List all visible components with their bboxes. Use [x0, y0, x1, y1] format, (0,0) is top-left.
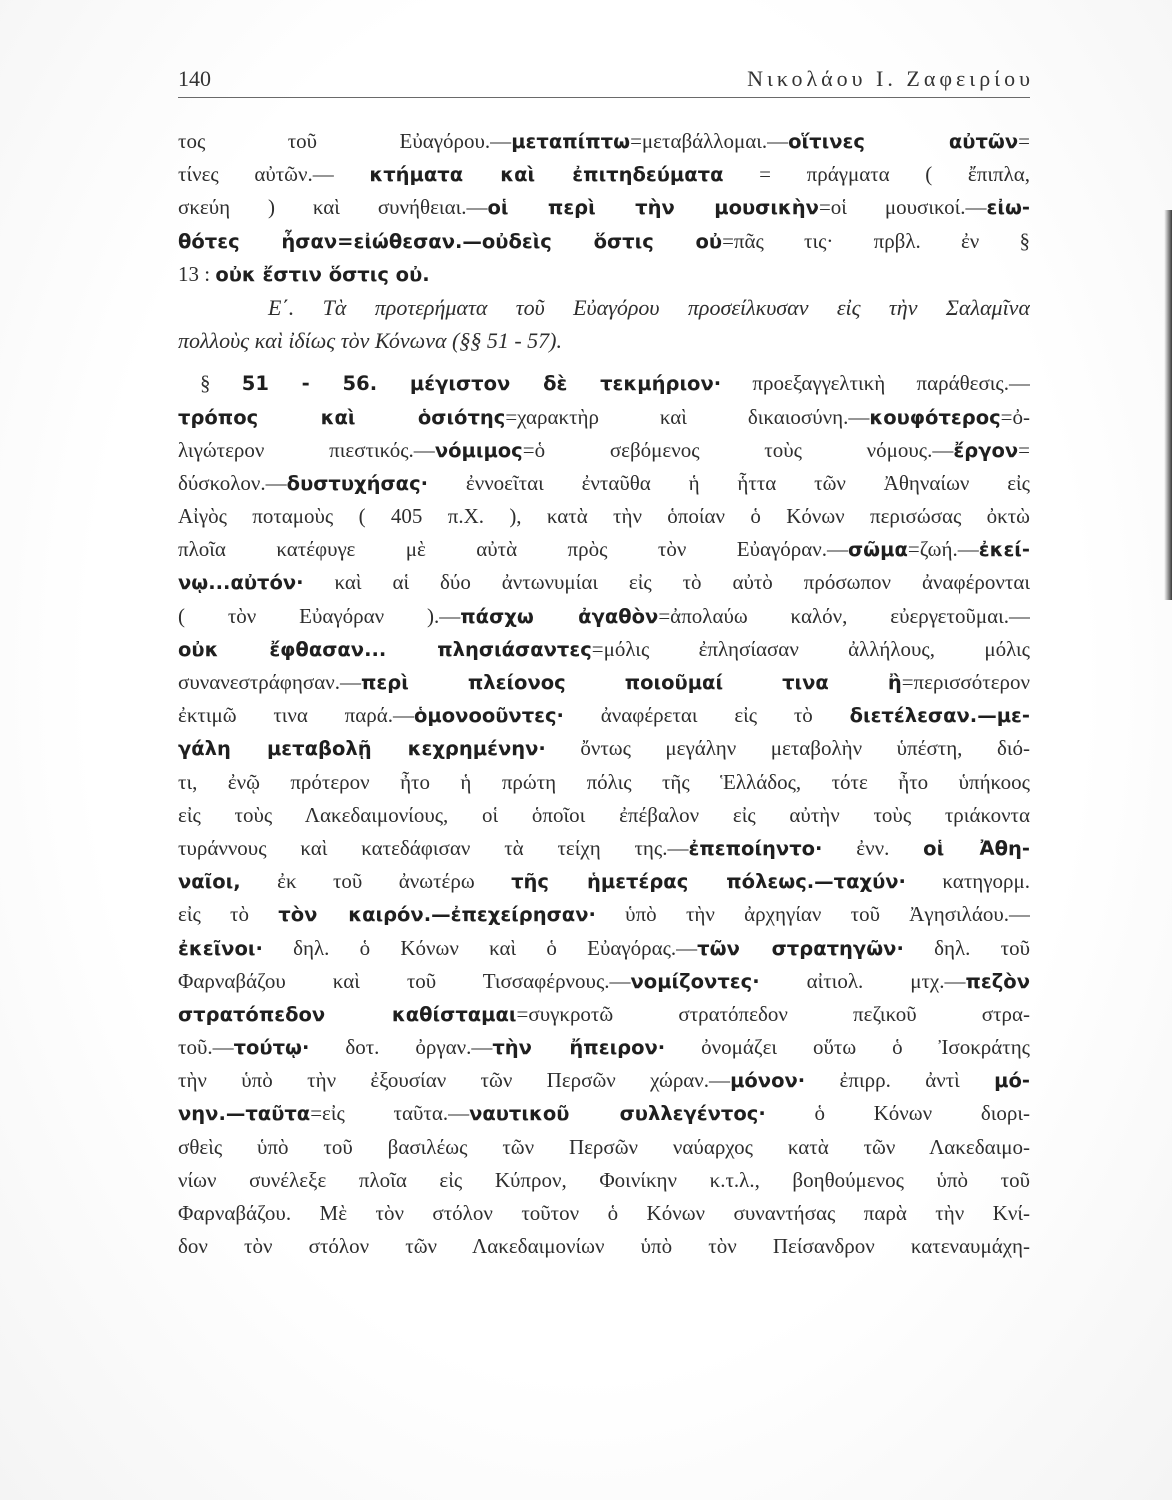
text-run: νίων συνέλεξε πλοῖα εἰς Κύπρον, Φοινίκην κ.τ.λ., βοηθούμενος ὑπὸ τοῦ — [178, 1167, 1030, 1192]
bold-term: νομίζοντες· — [630, 969, 760, 993]
text-run: =μόλις ἐπλησίασαν ἀλλήλους, μόλις — [591, 636, 1030, 661]
bold-term: γάλη μεταβολῇ κεχρημένην· — [178, 737, 546, 761]
text-run: εἰς τὸ — [178, 902, 279, 927]
text-line — [178, 932, 1030, 965]
text-line — [178, 666, 1030, 699]
bold-term: τὴν ἤπειρον· — [492, 1036, 666, 1060]
text-run: εἰς τοὺς Λακεδαιμονίους, οἱ ὁποῖοι ἐπέβαλον εἰς αὐτὴν τοὺς τριάκοντα — [178, 802, 1030, 827]
commentary-paragraph — [178, 367, 1030, 1263]
section-heading-line-1: Ε΄. Τὰ προτερήματα τοῦ Εὐαγόρου προσείλκυσαν εἰς τὴν Σαλαμῖνα — [268, 294, 1030, 320]
text-line — [178, 633, 1030, 666]
bold-term: ναυτικοῦ συλλεγέντος· — [469, 1102, 766, 1126]
text-line — [178, 832, 1030, 865]
text-line — [178, 865, 1030, 898]
bold-term: θότες ἦσαν=εἰώθεσαν.—οὐδεὶς ὅστις οὐ — [178, 229, 723, 253]
text-run: =ζωή.— — [907, 537, 979, 562]
text-line — [178, 1197, 1030, 1230]
text-run: συνανεστράφησαν.— — [178, 670, 361, 694]
text-run: σκεύη ) καὶ συνήθειαι.— — [178, 195, 488, 220]
bold-term: τὸν καιρόν.—ἐπεχείρησαν· — [278, 903, 596, 927]
text-run: τίνες αὐτῶν.— — [178, 162, 370, 187]
bold-term: ναῖοι, — [178, 870, 241, 894]
text-run: ἐννοεῖται ἐνταῦθα ἡ ἧττα τῶν Ἀθηναίων εἰς — [428, 470, 1030, 495]
text-run: =οἱ μουσικοί.— — [818, 195, 987, 220]
bold-term: μό- — [994, 1069, 1030, 1093]
text-run: =περισσότερον — [901, 670, 1030, 694]
text-run: ὄντως μεγάλην μεταβολὴν ὑπέστη, διό- — [545, 736, 1030, 761]
bold-term: σῶμα — [848, 538, 908, 562]
bold-term: τῆς ἡμετέρας πόλεως.—ταχύν· — [511, 870, 906, 894]
bold-term: ὁμονοοῦντες· — [414, 704, 564, 728]
text-line — [178, 898, 1030, 931]
text-run: ἀναφέρεται εἰς τὸ — [563, 703, 850, 728]
text-run: = — [1018, 129, 1030, 153]
text-line — [178, 125, 1030, 158]
bold-term: δυστυχήσας· — [286, 471, 429, 495]
bold-term: τρόπος καὶ ὁσιότης — [178, 405, 506, 429]
text-run: 13 : — [178, 261, 216, 286]
bold-term: εἰω- — [986, 196, 1030, 220]
text-line — [178, 191, 1030, 224]
text-run: =εἰς ταῦτα.— — [310, 1101, 470, 1126]
bold-term: κουφότερος — [869, 405, 1001, 429]
text-line — [178, 1064, 1030, 1097]
text-run: ἐνν. — [822, 835, 924, 860]
text-run: πλοῖα κατέφυγε μὲ αὐτὰ πρὸς τὸν Εὐαγόραν.— — [178, 537, 848, 562]
text-line — [178, 1164, 1030, 1197]
text-run: =ὁ σεβόμενος τοὺς νόμους.— — [522, 437, 954, 462]
body-text — [178, 125, 1030, 1263]
bold-term: οὐκ ἔστιν ὅστις οὐ. — [215, 262, 430, 286]
binding-edge — [1164, 210, 1172, 600]
bold-term: νῳ...αὐτόν· — [178, 571, 304, 595]
text-line — [178, 434, 1030, 467]
text-run: τοῦ.— — [178, 1035, 234, 1060]
text-run: =μεταβάλλομαι.— — [630, 129, 789, 153]
text-run: =ὀ- — [1000, 404, 1030, 429]
text-run: δηλ. τοῦ — [903, 935, 1030, 960]
text-line — [178, 500, 1030, 533]
bold-term: οὐκ ἔφθασαν... πλησιάσαντες — [178, 637, 592, 661]
bold-term: πεζὸν — [965, 969, 1030, 993]
text-run: λιγώτερον πιεστικός.— — [178, 437, 435, 462]
text-line — [178, 965, 1030, 998]
text-run: Φαρναβάζου καὶ τοῦ Τισσαφέρνους.— — [178, 968, 631, 993]
text-run: δον τὸν στόλον τῶν Λακεδαιμονίων ὑπὸ τὸν Πείσανδρον κατεναυμάχη- — [178, 1234, 1030, 1259]
bold-term: τούτῳ· — [233, 1036, 310, 1060]
bold-term: ἐκεί- — [978, 538, 1030, 562]
text-run: ἐπιρρ. ἀντὶ — [805, 1068, 995, 1093]
text-line — [178, 1131, 1030, 1164]
text-run: =ἀπολαύω καλόν, εὐεργετοῦμαι.— — [658, 603, 1030, 628]
intro-paragraph — [178, 125, 1030, 291]
text-run: = — [1018, 437, 1030, 462]
text-run: αἰτιολ. μτχ.— — [759, 968, 966, 993]
text-run: τος τοῦ Εὐαγόρου.— — [178, 129, 512, 153]
text-line — [178, 732, 1030, 765]
text-run: κατηγορμ. — [905, 869, 1030, 894]
text-run: τι, ἐνῷ πρότερον ἦτο ἡ πρώτη πόλις τῆς Ἑλλάδος, τότε ἦτο ὑπήκοος — [178, 769, 1030, 794]
text-line — [178, 533, 1030, 566]
page-number: 140 — [178, 66, 211, 91]
text-line — [178, 600, 1030, 633]
text-line — [178, 799, 1030, 832]
text-run: προεξαγγελτικὴ παράθεσις.— — [721, 371, 1030, 396]
text-line — [178, 1031, 1030, 1064]
text-line — [178, 225, 1030, 258]
text-line — [178, 258, 1030, 291]
text-run: ὀνομάζει οὕτω ὁ Ἰσοκράτης — [665, 1035, 1030, 1060]
text-run: Αἰγὸς ποταμοὺς ( 405 π.Χ. ), κατὰ τὴν ὁποίαν ὁ Κόνων περισώσας ὀκτὼ — [178, 504, 1030, 529]
bold-term: τῶν στρατηγῶν· — [697, 936, 904, 960]
text-line — [178, 158, 1030, 191]
bold-term: 51 - 56. μέγιστον δὲ τεκμήριον· — [241, 372, 722, 396]
bold-term: ἔργον — [953, 438, 1019, 462]
bold-term: μεταπίπτω — [511, 130, 631, 153]
text-run: ὁ Κόνων διορι- — [765, 1101, 1030, 1126]
text-run: δηλ. ὁ Κόνων καὶ ὁ Εὐαγόρας.— — [262, 935, 698, 960]
bold-term: νόμιμος — [434, 438, 523, 462]
text-run: Φαρναβάζου. Μὲ τὸν στόλον τοῦτον ὁ Κόνων συναντήσας παρὰ τὴν Κνί- — [178, 1201, 1030, 1225]
page-header — [178, 66, 1034, 96]
text-run: καὶ αἱ δύο ἀντωνυμίαι εἰς τὸ αὐτὸ πρόσωπον ἀναφέρονται — [303, 570, 1030, 595]
bold-term: πάσχω ἀγαθὸν — [460, 604, 659, 628]
bold-term: οἱ Ἀθη- — [923, 836, 1030, 860]
section-heading-line-2: πολλοὺς καὶ ἰδίως τὸν Κόνωνα (§§ 51 - 57). — [178, 328, 563, 354]
text-run: =πᾶς τις· πρβλ. ἐν § — [722, 228, 1030, 253]
text-run: =συγκροτῶ στρατόπεδον πεζικοῦ στρα- — [516, 1001, 1030, 1026]
text-line — [178, 467, 1030, 500]
text-line — [178, 401, 1030, 434]
text-run: σθεὶς ὑπὸ τοῦ βασιλέως τῶν Περσῶν ναύαρχος κατὰ τῶν Λακεδαιμο- — [178, 1134, 1030, 1159]
text-line — [178, 566, 1030, 599]
bold-term: μόνον· — [730, 1069, 806, 1093]
bold-term: στρατόπεδον καθίσταμαι — [178, 1002, 517, 1026]
text-run: δοτ. ὀργαν.— — [309, 1035, 493, 1060]
text-run: ( τὸν Εὐαγόραν ).— — [178, 603, 461, 628]
bold-term: κτήματα καὶ ἐπιτηδεύματα — [369, 163, 724, 187]
text-run: δύσκολον.— — [178, 470, 287, 495]
text-run: τυράννους καὶ κατεδάφισαν τὰ τείχη της.— — [178, 835, 689, 860]
bold-term: διετέλεσαν.—με- — [849, 704, 1030, 728]
bold-term: οἱ περὶ τὴν μουσικὴν — [487, 196, 819, 220]
bold-term: οἵτινες αὐτῶν — [788, 130, 1019, 153]
text-run: =χαρακτὴρ καὶ δικαιοσύνη.— — [505, 404, 870, 429]
text-line — [178, 1230, 1030, 1263]
bold-term: ἐπεποίηντο· — [688, 836, 823, 860]
text-line — [178, 766, 1030, 799]
text-run: ἐκ τοῦ ἀνωτέρω — [240, 869, 512, 894]
text-run: = πράγματα ( ἔπιπλα, — [723, 162, 1030, 187]
header-rule — [178, 97, 1030, 98]
text-run: ὑπὸ τὴν ἀρχηγίαν τοῦ Ἀγησιλάου.— — [595, 902, 1030, 927]
text-line — [178, 699, 1030, 732]
bold-term: περὶ πλείονος ποιοῦμαί τινα ἢ — [360, 671, 902, 694]
text-run: § — [200, 371, 242, 396]
text-line — [178, 1097, 1030, 1130]
bold-term: νην.—ταῦτα — [178, 1102, 311, 1126]
text-line — [178, 998, 1030, 1031]
text-run: τὴν ὑπὸ τὴν ἐξουσίαν τῶν Περσῶν χώραν.— — [178, 1068, 731, 1093]
running-head: Νικολάου Ι. Ζαφειρίου — [747, 66, 1034, 91]
text-line — [178, 367, 1030, 400]
text-run: ἐκτιμῶ τινα παρά.— — [178, 703, 415, 728]
bold-term: ἐκεῖνοι· — [178, 936, 263, 960]
